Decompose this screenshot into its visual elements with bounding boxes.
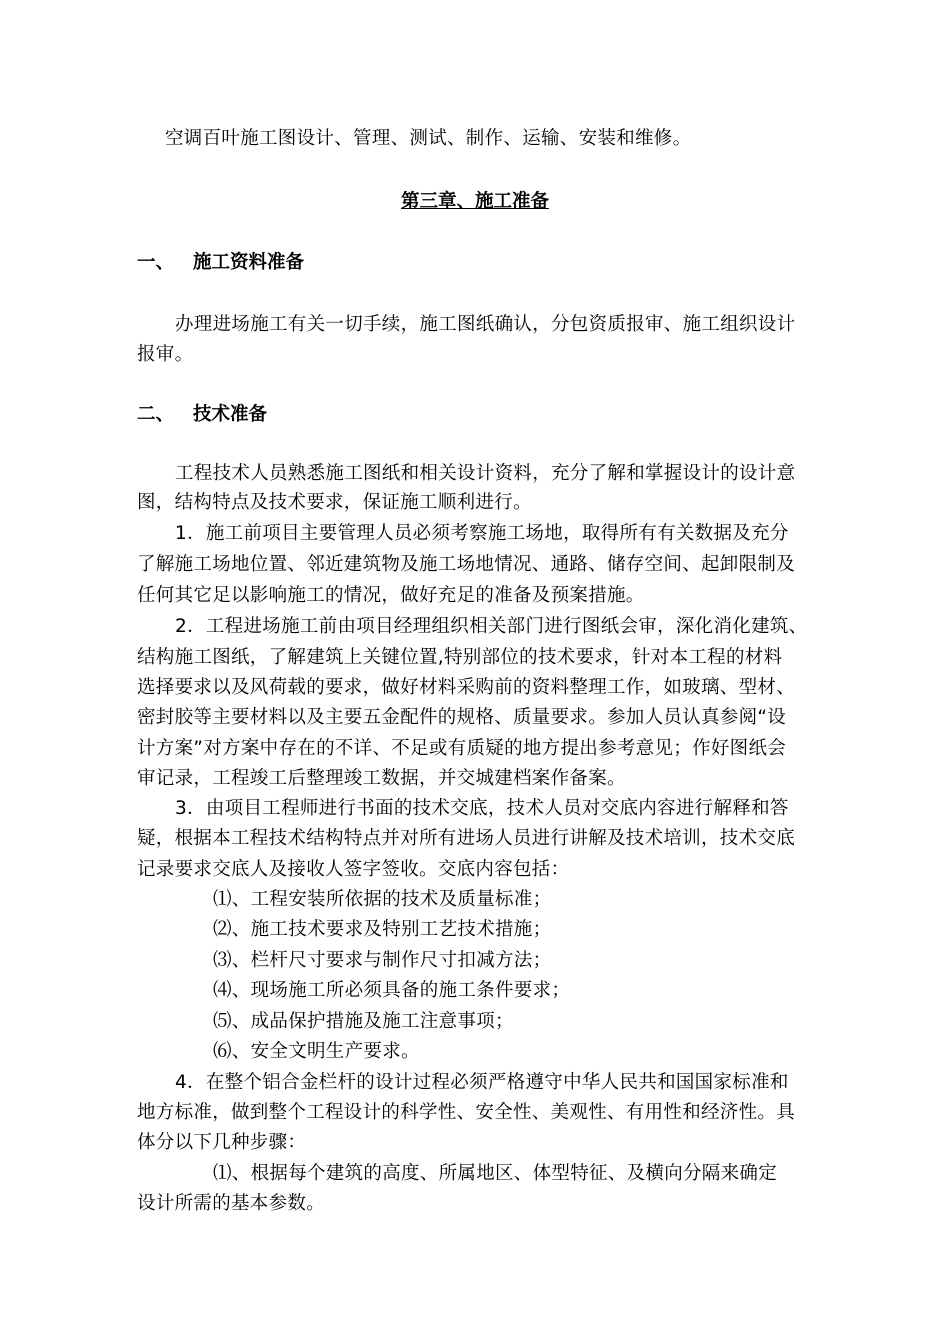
item-2-line: 2．工程进场施工前由项目经理组织相关部门进行图纸会审，深化消化建筑、 <box>175 616 808 637</box>
item-2-line: 计方案”对方案中存在的不详、不足或有质疑的地方提出参考意见；作好图纸会 <box>137 738 787 759</box>
item-3-line: 3．由项目工程师进行书面的技术交底，技术人员对交底内容进行解释和答 <box>175 798 789 819</box>
item-2-line: 结构施工图纸，了解建筑上关键位置,特别部位的技术要求，针对本工程的材料 <box>137 647 783 668</box>
paragraph-line: 工程技术人员熟悉施工图纸和相关设计资料，充分了解和掌握设计的设计意 <box>175 463 796 484</box>
item-2-line: 审记录，工程竣工后整理竣工数据，并交城建档案作备案。 <box>137 768 626 789</box>
sub-item: ⑴、工程安装所依据的技术及质量标准； <box>213 889 552 910</box>
item-3-line: 记录要求交底人及接收人签字签收。交底内容包括： <box>137 859 570 880</box>
item-1-line: 了解施工场地位置、邻近建筑物及施工场地情况、通路、储存空间、起卸限制及 <box>137 554 796 575</box>
item-1-line: 任何其它足以影响施工的情况，做好充足的准备及预案措施。 <box>137 585 645 606</box>
sub-item: ⑹、安全文明生产要求。 <box>213 1041 420 1062</box>
section-2-title: 技术准备 <box>193 404 268 425</box>
section-1-number: 一、 <box>137 252 175 273</box>
chapter-title: 第三章、施工准备 <box>400 191 549 212</box>
section-1-title: 施工资料准备 <box>193 252 305 273</box>
sub-item: ⑶、栏杆尺寸要求与制作尺寸扣减方法； <box>213 950 552 971</box>
item-4-line: 体分以下几种步骤： <box>137 1132 307 1153</box>
paragraph-line: 报审。 <box>137 344 194 365</box>
paragraph-line: 办理进场施工有关一切手续，施工图纸确认，分包资质报审、施工组织设计 <box>175 314 796 335</box>
paragraph-line: 图，结构特点及技术要求，保证施工顺利进行。 <box>137 492 532 513</box>
item-2-line: 选择要求以及风荷载的要求，做好材料采购前的资料整理工作，如玻璃、型材、 <box>137 677 796 698</box>
item-1-line: 1．施工前项目主要管理人员必须考察施工场地，取得所有有关数据及充分 <box>175 523 789 544</box>
section-2-number: 二、 <box>137 404 175 425</box>
item-2-line: 密封胶等主要材料以及主要五金配件的规格、质量要求。参加人员认真参阅“设 <box>137 707 787 728</box>
intro-line: 空调百叶施工图设计、管理、测试、制作、运输、安装和维修。 <box>165 128 692 149</box>
step-line: 设计所需的基本参数。 <box>137 1193 326 1214</box>
item-4-line: 地方标准，做到整个工程设计的科学性、安全性、美观性、有用性和经济性。具 <box>137 1102 796 1123</box>
sub-item: ⑷、现场施工所必须具备的施工条件要求； <box>213 980 571 1001</box>
step-line: ⑴、根据每个建筑的高度、所属地区、体型特征、及横向分隔来确定 <box>213 1163 778 1184</box>
item-4-line: 4．在整个铝合金栏杆的设计过程必须严格遵守中华人民共和国国家标准和 <box>175 1072 789 1093</box>
sub-item: ⑵、施工技术要求及特别工艺技术措施； <box>213 919 552 940</box>
sub-item: ⑸、成品保护措施及施工注意事项； <box>213 1011 514 1032</box>
item-3-line: 疑，根据本工程技术结构特点并对所有进场人员进行讲解及技术培训，技术交底 <box>137 828 796 849</box>
